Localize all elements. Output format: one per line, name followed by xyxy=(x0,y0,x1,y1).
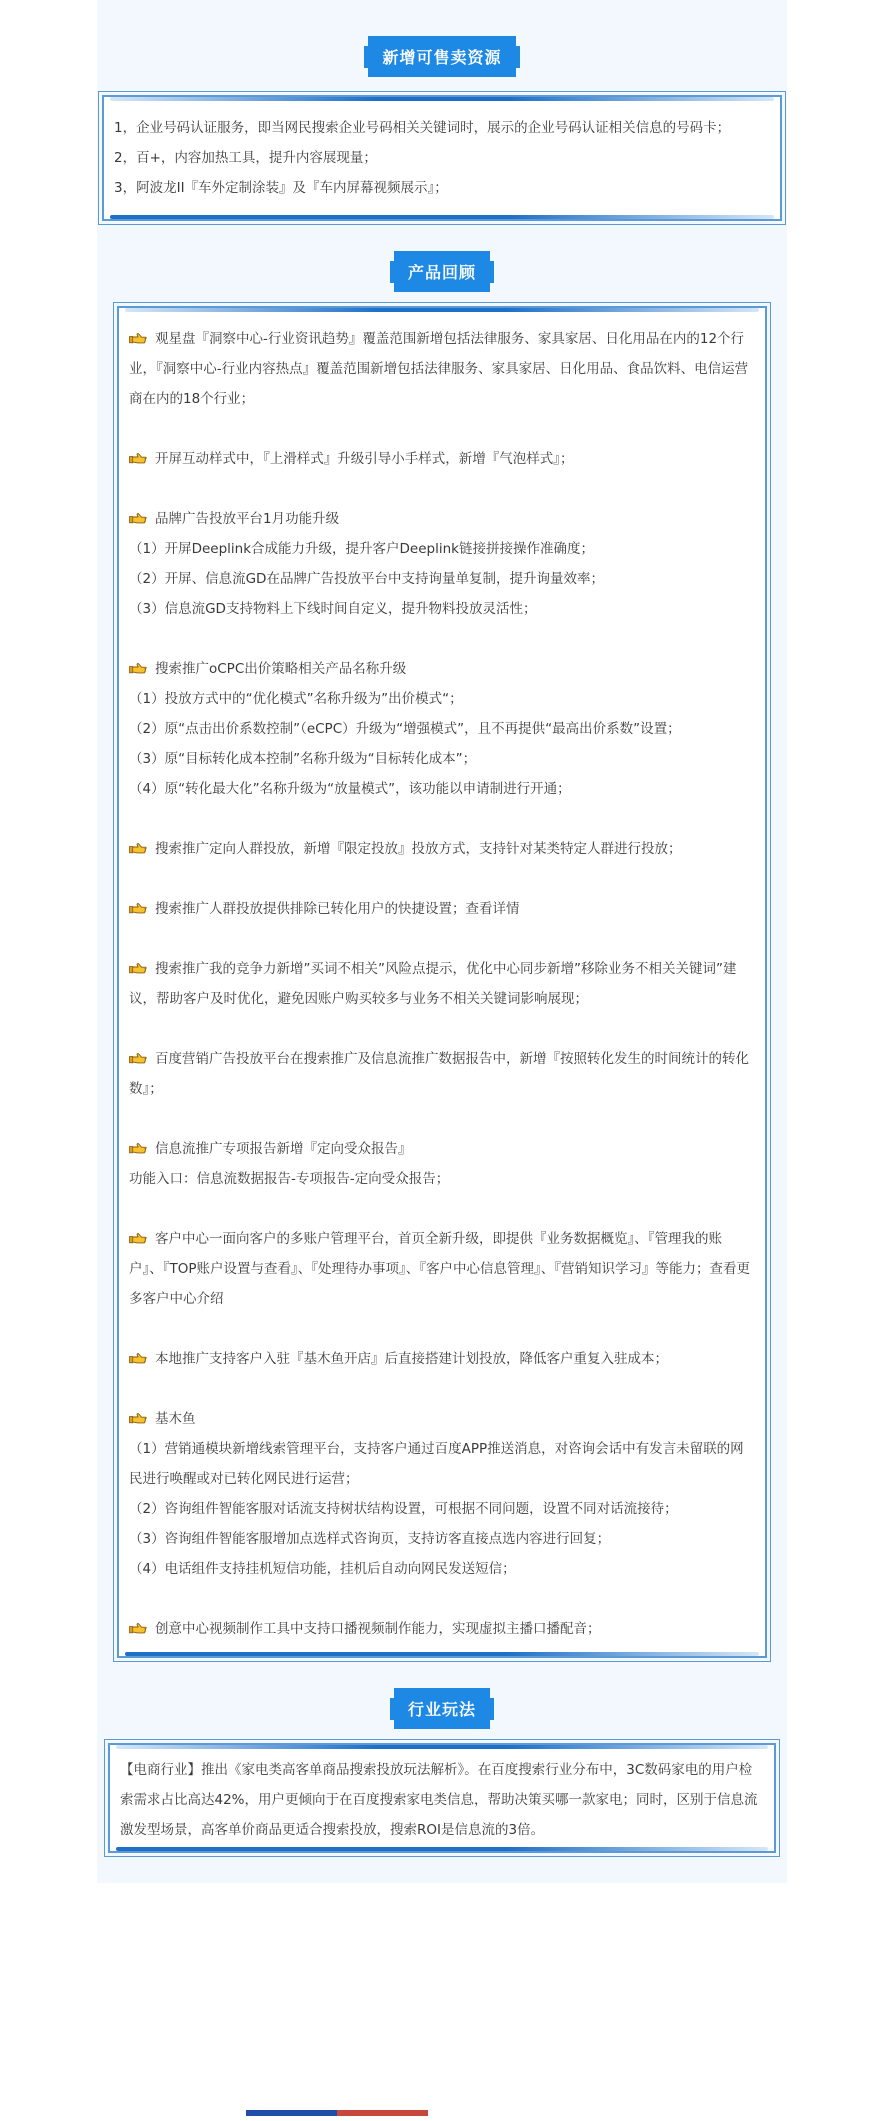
review-sub-line: （3）信息流GD支持物料上下线时间自定义，提升物料投放灵活性； xyxy=(129,601,537,617)
review-item-text: 搜索推广定向人群投放，新增『限定投放』投放方式，支持针对某类特定人群进行投放； xyxy=(155,841,682,857)
review-item-head xyxy=(129,1344,755,1374)
newsletter-page xyxy=(97,0,787,1883)
review-item-head xyxy=(129,654,755,684)
review-box xyxy=(117,306,767,1658)
review-item-head xyxy=(129,504,755,534)
footer-bar-blue xyxy=(246,2110,337,2116)
review-sub-line: （2）原“点击出价系数控制”（eCPC）升级为“增强模式”，且不再提供“最高出价系数”设置； xyxy=(129,721,681,737)
review-item xyxy=(129,504,755,624)
box-bottom-bar xyxy=(125,1652,759,1656)
review-item-head xyxy=(129,954,755,1014)
pointing-hand-icon xyxy=(129,956,147,970)
section-header-resources xyxy=(97,36,787,77)
review-item-text: 搜索推广人群投放提供排除已转化用户的快捷设置；查看详情 xyxy=(155,901,520,917)
review-item-text: 客户中心一面向客户的多账户管理平台，首页全新升级，即提供『业务数据概览』、『管理我的账户』、『TOP账户设置与查看』、『处理待办事项』、『客户中心信息管理』、『营销知识学习』等能力；查看更多客户中心介绍 xyxy=(129,1231,751,1307)
review-item-text: 创意中心视频制作工具中支持口播视频制作能力，实现虚拟主播口播配音； xyxy=(155,1621,601,1637)
review-item-text: 观星盘『洞察中心-行业资讯趋势』覆盖范围新增包括法律服务、家具家居、日化用品在内的12个行业，『洞察中心-行业内容热点』覆盖范围新增包括法律服务、家具家居、日化用品、食品饮料、电信运营商在内的18个行业； xyxy=(129,331,749,407)
review-item-text: 百度营销广告投放平台在搜索推广及信息流推广数据报告中，新增『按照转化发生的时间统计的转化数』； xyxy=(129,1051,749,1097)
box-bottom-bar xyxy=(110,215,774,219)
review-item-text: 本地推广支持客户入驻『基木鱼开店』后直接搭建计划投放，降低客户重复入驻成本； xyxy=(155,1351,668,1367)
review-item-head xyxy=(129,324,755,414)
review-item xyxy=(129,954,755,1014)
review-sub-line: （4）电话组件支持挂机短信功能，挂机后自动向网民发送短信； xyxy=(129,1561,516,1577)
footer-bar-red xyxy=(337,2110,428,2116)
review-sub-line: 功能入口：信息流数据报告-专项报告-定向受众报告； xyxy=(129,1171,450,1187)
pointing-hand-icon xyxy=(129,896,147,910)
review-item xyxy=(129,1614,755,1644)
review-item-text: 搜索推广oCPC出价策略相关产品名称升级 xyxy=(155,661,407,677)
review-list xyxy=(119,312,765,1652)
review-sub-line: （2）开屏、信息流GD在品牌广告投放平台中支持询量单复制，提升询量效率； xyxy=(129,571,604,587)
pointing-hand-icon xyxy=(129,1226,147,1240)
review-item xyxy=(129,1044,755,1104)
review-item-text: 基木鱼 xyxy=(155,1411,196,1427)
section-header-industry xyxy=(97,1688,787,1729)
review-item-head xyxy=(129,1044,755,1104)
review-sub-line: （1）开屏Deeplink合成能力升级，提升客户Deeplink链接拼接操作准确度； xyxy=(129,541,594,557)
review-sub-line: （2）咨询组件智能客服对话流支持树状结构设置，可根据不同问题，设置不同对话流接待； xyxy=(129,1501,678,1517)
review-sub-line: （4）原“转化最大化”名称升级为“放量模式”，该功能以申请制进行开通； xyxy=(129,781,571,797)
review-item xyxy=(129,1344,755,1374)
footer-color-bar xyxy=(246,2110,428,2116)
pointing-hand-icon xyxy=(129,1046,147,1060)
pointing-hand-icon xyxy=(129,326,147,340)
pointing-hand-icon xyxy=(129,1406,147,1420)
pointing-hand-icon xyxy=(129,1136,147,1150)
review-item xyxy=(129,834,755,864)
review-item-head xyxy=(129,894,755,924)
review-item-head xyxy=(129,1404,755,1434)
review-item xyxy=(129,1224,755,1314)
review-item-head xyxy=(129,444,755,474)
review-item-text: 开屏互动样式中，『上滑样式』升级引导小手样式，新增『气泡样式』； xyxy=(155,451,574,467)
review-sub-line: （3）原“目标转化成本控制”名称升级为“目标转化成本”； xyxy=(129,751,477,767)
review-item-head xyxy=(129,834,755,864)
review-sub-line: （1）投放方式中的“优化模式”名称升级为”出价模式“； xyxy=(129,691,463,707)
industry-paragraph: 【电商行业】推出《家电类高客单商品搜索投放玩法解析》。在百度搜索行业分布中，3C数码家电的用户检索需求占比高达42%，用户更倾向于在百度搜索家电类信息，帮助决策买哪一款家电；同时，区别于信息流激发型场景，高客单价商品更适合搜索投放，搜索ROI是信息流的3倍。 xyxy=(120,1762,758,1838)
review-item-text: 搜索推广我的竞争力新增”买词不相关”风险点提示，优化中心同步新增”移除业务不相关关键词”建议，帮助客户及时优化，避免因账户购买较多与业务不相关关键词影响展现； xyxy=(129,961,737,1007)
review-sub-line: （3）咨询组件智能客服增加点选样式咨询页，支持访客直接点选内容进行回复； xyxy=(129,1531,611,1547)
review-item xyxy=(129,894,755,924)
industry-box xyxy=(108,1743,776,1853)
review-sub-line: （1）营销通模块新增线索管理平台，支持客户通过百度APP推送消息，对咨询会话中有发言未留联的网民进行唤醒或对已转化网民进行运营； xyxy=(129,1441,744,1487)
section-title: 行业玩法 xyxy=(394,1688,490,1729)
review-item xyxy=(129,1134,755,1194)
review-item-text: 品牌广告投放平台1月功能升级 xyxy=(155,511,340,527)
review-item xyxy=(129,1404,755,1584)
review-item-text: 信息流推广专项报告新增『定向受众报告』 xyxy=(155,1141,412,1157)
resource-line: 3，阿波龙II『车外定制涂装』及『车内屏幕视频展示』； xyxy=(114,180,448,196)
pointing-hand-icon xyxy=(129,656,147,670)
review-item xyxy=(129,444,755,474)
pointing-hand-icon xyxy=(129,836,147,850)
review-item xyxy=(129,324,755,414)
resource-line: 2，百+，内容加热工具，提升内容展现量； xyxy=(114,150,377,166)
section-title: 产品回顾 xyxy=(394,251,490,292)
review-item-head xyxy=(129,1224,755,1314)
pointing-hand-icon xyxy=(129,506,147,520)
resources-box xyxy=(102,95,782,221)
box-bottom-bar xyxy=(116,1847,768,1851)
pointing-hand-icon xyxy=(129,1346,147,1360)
review-item-head xyxy=(129,1134,755,1164)
resource-line: 1，企业号码认证服务，即当网民搜索企业号码相关关键词时，展示的企业号码认证相关信息的号码卡； xyxy=(114,120,731,136)
section-title: 新增可售卖资源 xyxy=(368,36,515,77)
section-header-review xyxy=(97,251,787,292)
review-item-head xyxy=(129,1614,755,1644)
pointing-hand-icon xyxy=(129,446,147,460)
pointing-hand-icon xyxy=(129,1616,147,1630)
review-item xyxy=(129,654,755,804)
